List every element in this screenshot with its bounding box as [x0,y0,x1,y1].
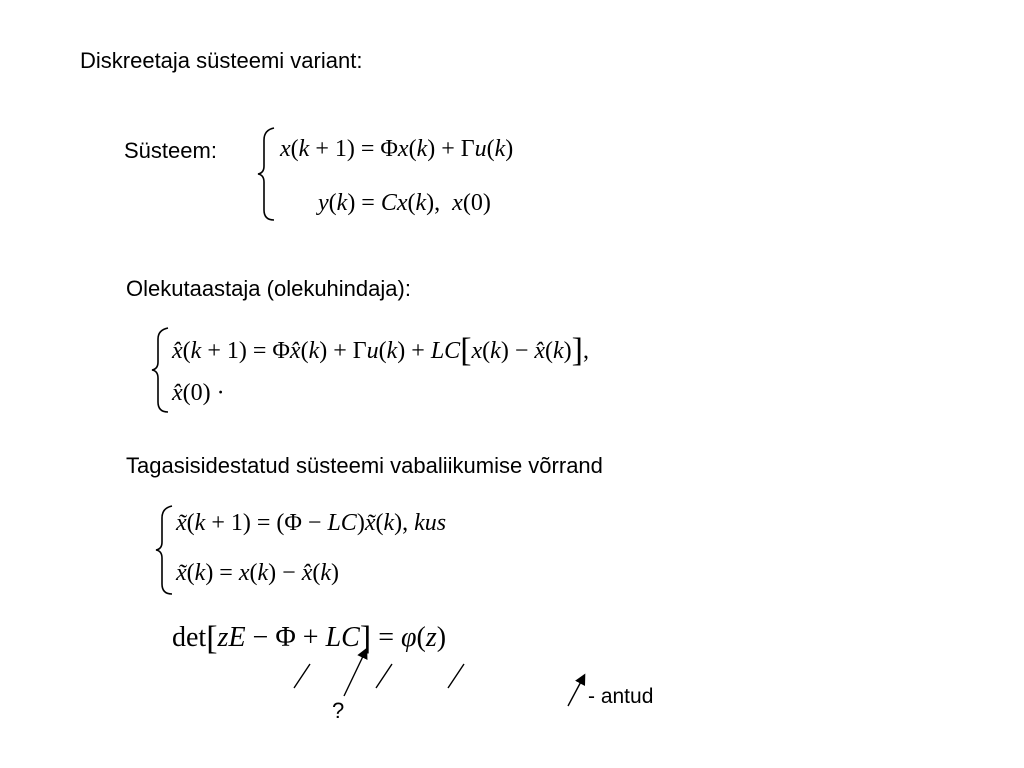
unknown-marker: ? [332,698,345,723]
feedback-error-definition: x̃(k) = x(k) − x̂(k) [176,560,339,586]
observer-initial-state: x̂(0) · [172,380,225,406]
arrow-to-z-icon [294,664,310,688]
feedback-label: Tagasisidestatud süsteemi vabaliikumise võrrand [126,453,603,478]
arrow-to-varphi-icon [448,664,464,688]
characteristic-equation: det[zE − Φ + LC] = φ(z) [172,620,447,657]
system-equation-output: y(k) = Cx(k), x(0) [318,190,491,216]
observer-label: Olekutaastaja (olekuhindaja): [126,276,411,301]
legend-arrow-icon [568,676,584,706]
system-equation-state: x(k + 1) = Φx(k) + Γu(k) [280,136,514,162]
arrow-to-phi-icon [344,650,366,696]
page-heading: Diskreetaja süsteemi variant: [80,48,363,73]
arrow-to-lc-icon [376,664,392,688]
given-legend: - antud [588,685,654,708]
system-label: Süsteem: [124,138,217,163]
feedback-error-equation: x̃(k + 1) = (Φ − LC)x̃(k), kus [176,510,447,536]
observer-equation: x̂(k + 1) = Φx̂(k) + Γu(k) + LC[x(k) − x̂(k)], [172,332,589,369]
